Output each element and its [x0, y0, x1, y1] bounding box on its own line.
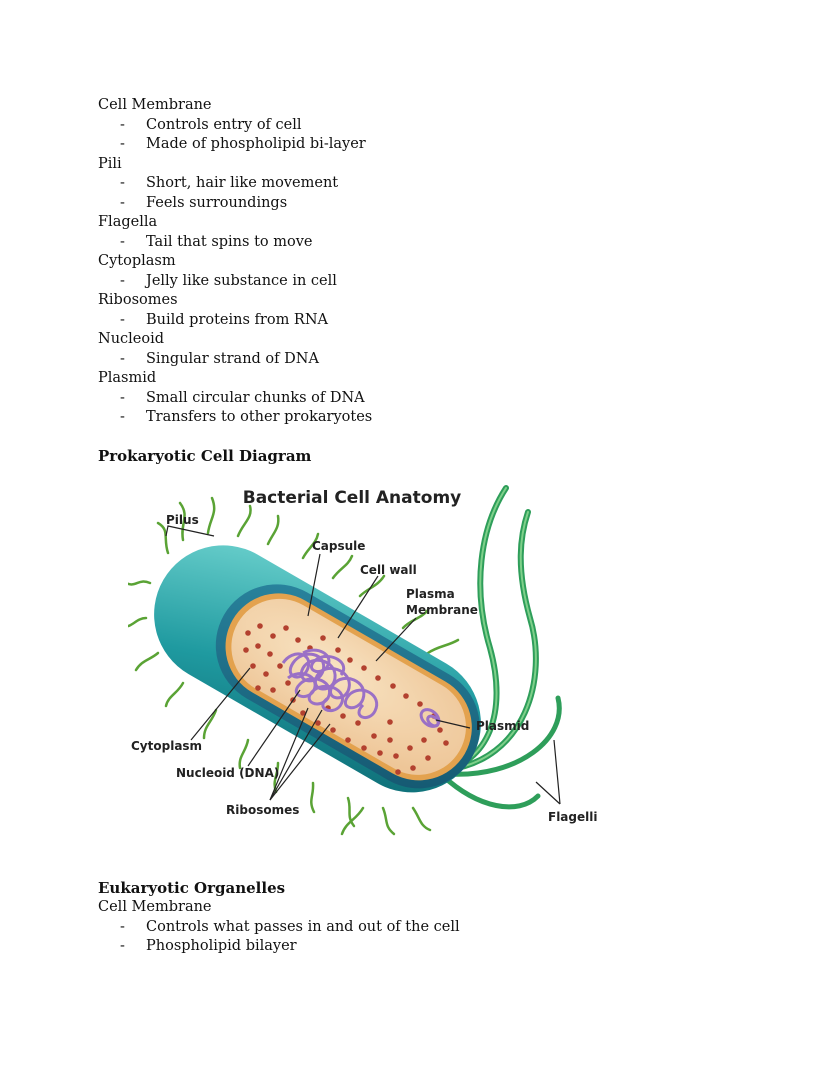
term-ribosomes: Ribosomes: [98, 292, 178, 308]
bullet-item: - Singular strand of DNA: [120, 350, 319, 367]
label-plasma: Plasma: [406, 587, 455, 601]
bullet-item: - Controls entry of cell: [120, 116, 302, 133]
label-capsule: Capsule: [312, 539, 366, 553]
eukaryotic-heading: Eukaryotic Organelles: [98, 879, 286, 897]
bullet-item: - Short, hair like movement: [120, 175, 339, 191]
term-nucleoid: Nucleoid: [98, 331, 165, 347]
diagram-title: Bacterial Cell Anatomy: [242, 488, 462, 508]
label-ribosomes: Ribosomes: [226, 803, 300, 817]
diagram-heading: Prokaryotic Cell Diagram: [98, 447, 312, 465]
label-nucleoid: Nucleoid (DNA): [176, 766, 280, 780]
term-flagella: Flagella: [98, 214, 158, 230]
bullet-item: - Small circular chunks of DNA: [120, 389, 365, 406]
bullet-item: - Made of phospholipid bi-layer: [120, 136, 366, 152]
term-cell-membrane: Cell Membrane: [98, 899, 212, 915]
bacterial-cell-diagram: [128, 478, 608, 863]
term-plasmid: Plasmid: [98, 370, 157, 386]
label-pilus: Pilus: [166, 513, 199, 527]
label-membrane: Membrane: [406, 603, 478, 617]
bullet-item: - Jelly like substance in cell: [120, 272, 337, 289]
label-plasmid: Plasmid: [476, 719, 530, 733]
bacterial-cell-svg: [128, 478, 608, 863]
bullet-item: - Phospholipid bilayer: [120, 938, 297, 954]
bullet-item: - Controls what passes in and out of the cell: [120, 918, 460, 935]
bullet-item: - Tail that spins to move: [120, 233, 313, 250]
label-flagelli: Flagelli: [548, 810, 598, 824]
bullet-item: - Feels surroundings: [120, 194, 288, 211]
bullet-item: - Build proteins from RNA: [120, 311, 329, 328]
eukaryotic-terms-list: [98, 898, 460, 957]
term-pili: Pili: [98, 155, 122, 172]
label-cytoplasm: Cytoplasm: [131, 739, 203, 753]
prokaryotic-terms-list: [98, 96, 372, 428]
bullet-item: - Transfers to other prokaryotes: [120, 409, 373, 425]
term-cytoplasm: Cytoplasm: [98, 253, 176, 269]
label-cell-wall: Cell wall: [360, 563, 417, 577]
term-cell-membrane: Cell Membrane: [98, 97, 212, 113]
